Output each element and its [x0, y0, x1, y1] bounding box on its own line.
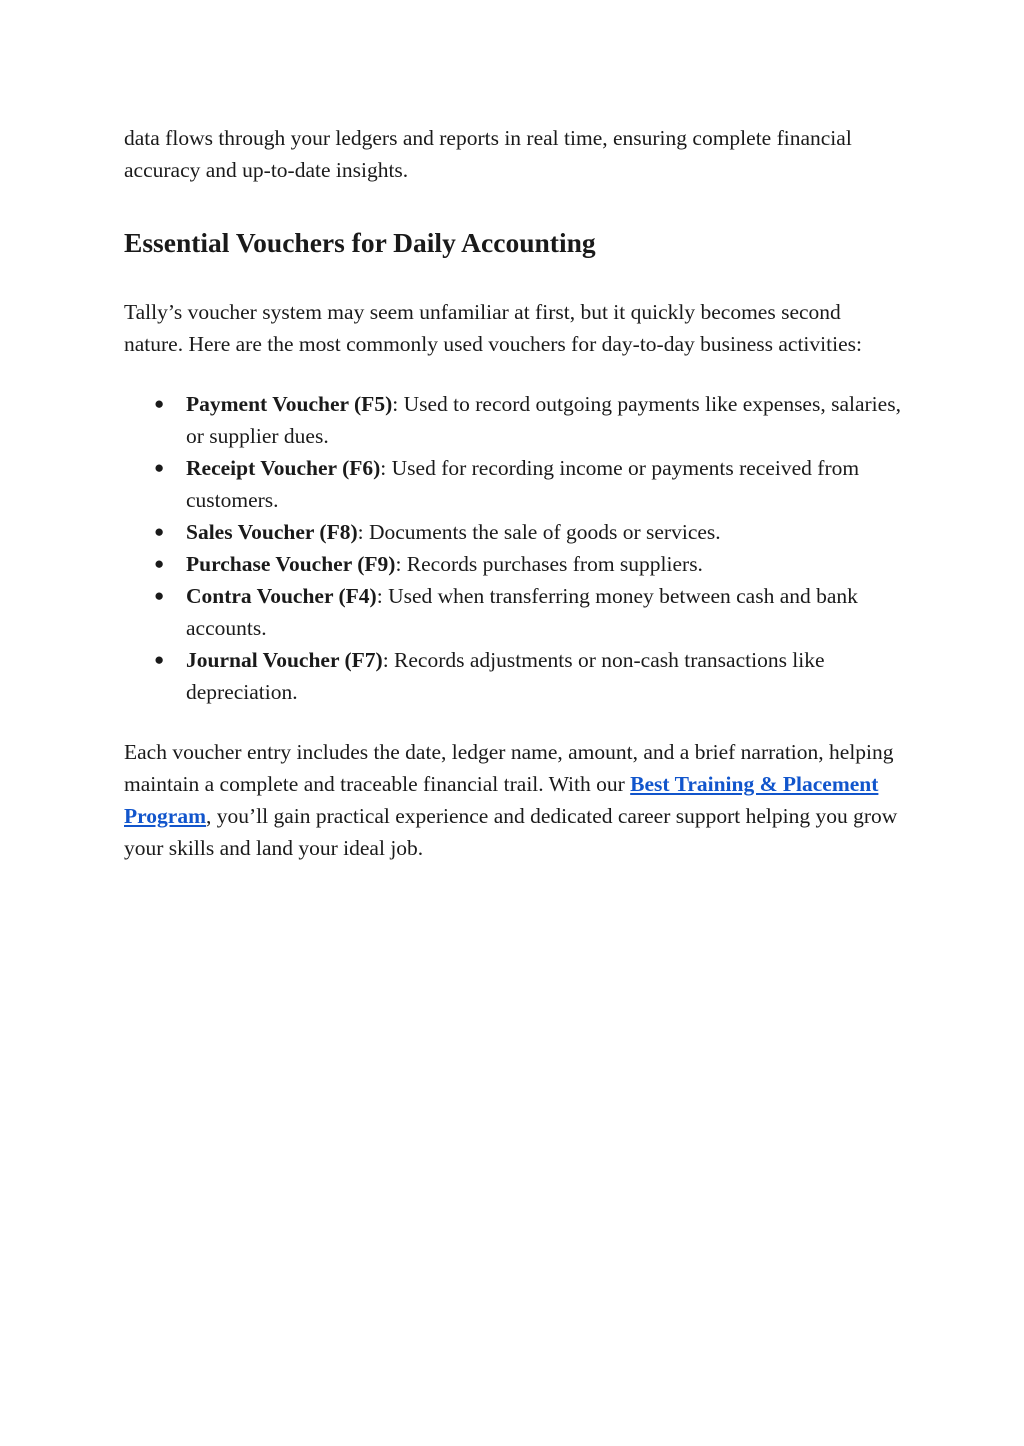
voucher-description: : Used to record outgoing payments like expenses, salaries, or supplier dues.	[186, 392, 901, 448]
voucher-term: Receipt Voucher (F6)	[186, 456, 381, 480]
document-page	[124, 122, 904, 864]
bullet-icon: ●	[154, 586, 165, 605]
list-item	[124, 580, 904, 644]
voucher-term: Journal Voucher (F7)	[186, 648, 383, 672]
voucher-term: Sales Voucher (F8)	[186, 520, 358, 544]
training-program-link[interactable]: Best Training & Placement Program	[124, 772, 879, 828]
bullet-icon: ●	[154, 554, 165, 573]
closing-text-after: , you’ll gain practical experience and dedicated career support helping you grow your skills and land your ideal job.	[124, 804, 898, 860]
bullet-icon: ●	[154, 458, 165, 477]
bullet-icon: ●	[154, 522, 165, 541]
bullet-icon: ●	[154, 394, 165, 413]
voucher-description: : Used for recording income or payments received from customers.	[186, 456, 860, 512]
voucher-description: : Records purchases from suppliers.	[395, 552, 703, 576]
bullet-icon: ●	[154, 650, 165, 669]
voucher-term: Payment Voucher (F5)	[186, 392, 393, 416]
closing-paragraph	[124, 736, 904, 864]
voucher-list	[124, 388, 904, 708]
intro-paragraph: Tally’s voucher system may seem unfamiliar at first, but it quickly becomes second nature. Here are the most commonly used vouchers for day-to-day business activities:	[124, 300, 862, 356]
list-item	[124, 644, 904, 708]
voucher-term: Contra Voucher (F4)	[186, 584, 377, 608]
list-item	[124, 548, 904, 580]
closing-text-before: Each voucher entry includes the date, ledger name, amount, and a brief narration, helping maintain a complete and traceable financial trail. With our	[124, 740, 894, 796]
list-item	[124, 452, 904, 516]
list-item	[124, 388, 904, 452]
voucher-description: : Documents the sale of goods or services.	[357, 520, 721, 544]
voucher-description: : Used when transferring money between cash and bank accounts.	[186, 584, 858, 640]
section-heading: Essential Vouchers for Daily Accounting	[124, 227, 596, 258]
voucher-term: Purchase Voucher (F9)	[186, 552, 396, 576]
list-item	[124, 516, 904, 548]
voucher-description: : Records adjustments or non-cash transactions like depreciation.	[186, 648, 825, 704]
top-paragraph: data flows through your ledgers and reports in real time, ensuring complete financial accuracy and up-to-date insights.	[124, 126, 852, 182]
